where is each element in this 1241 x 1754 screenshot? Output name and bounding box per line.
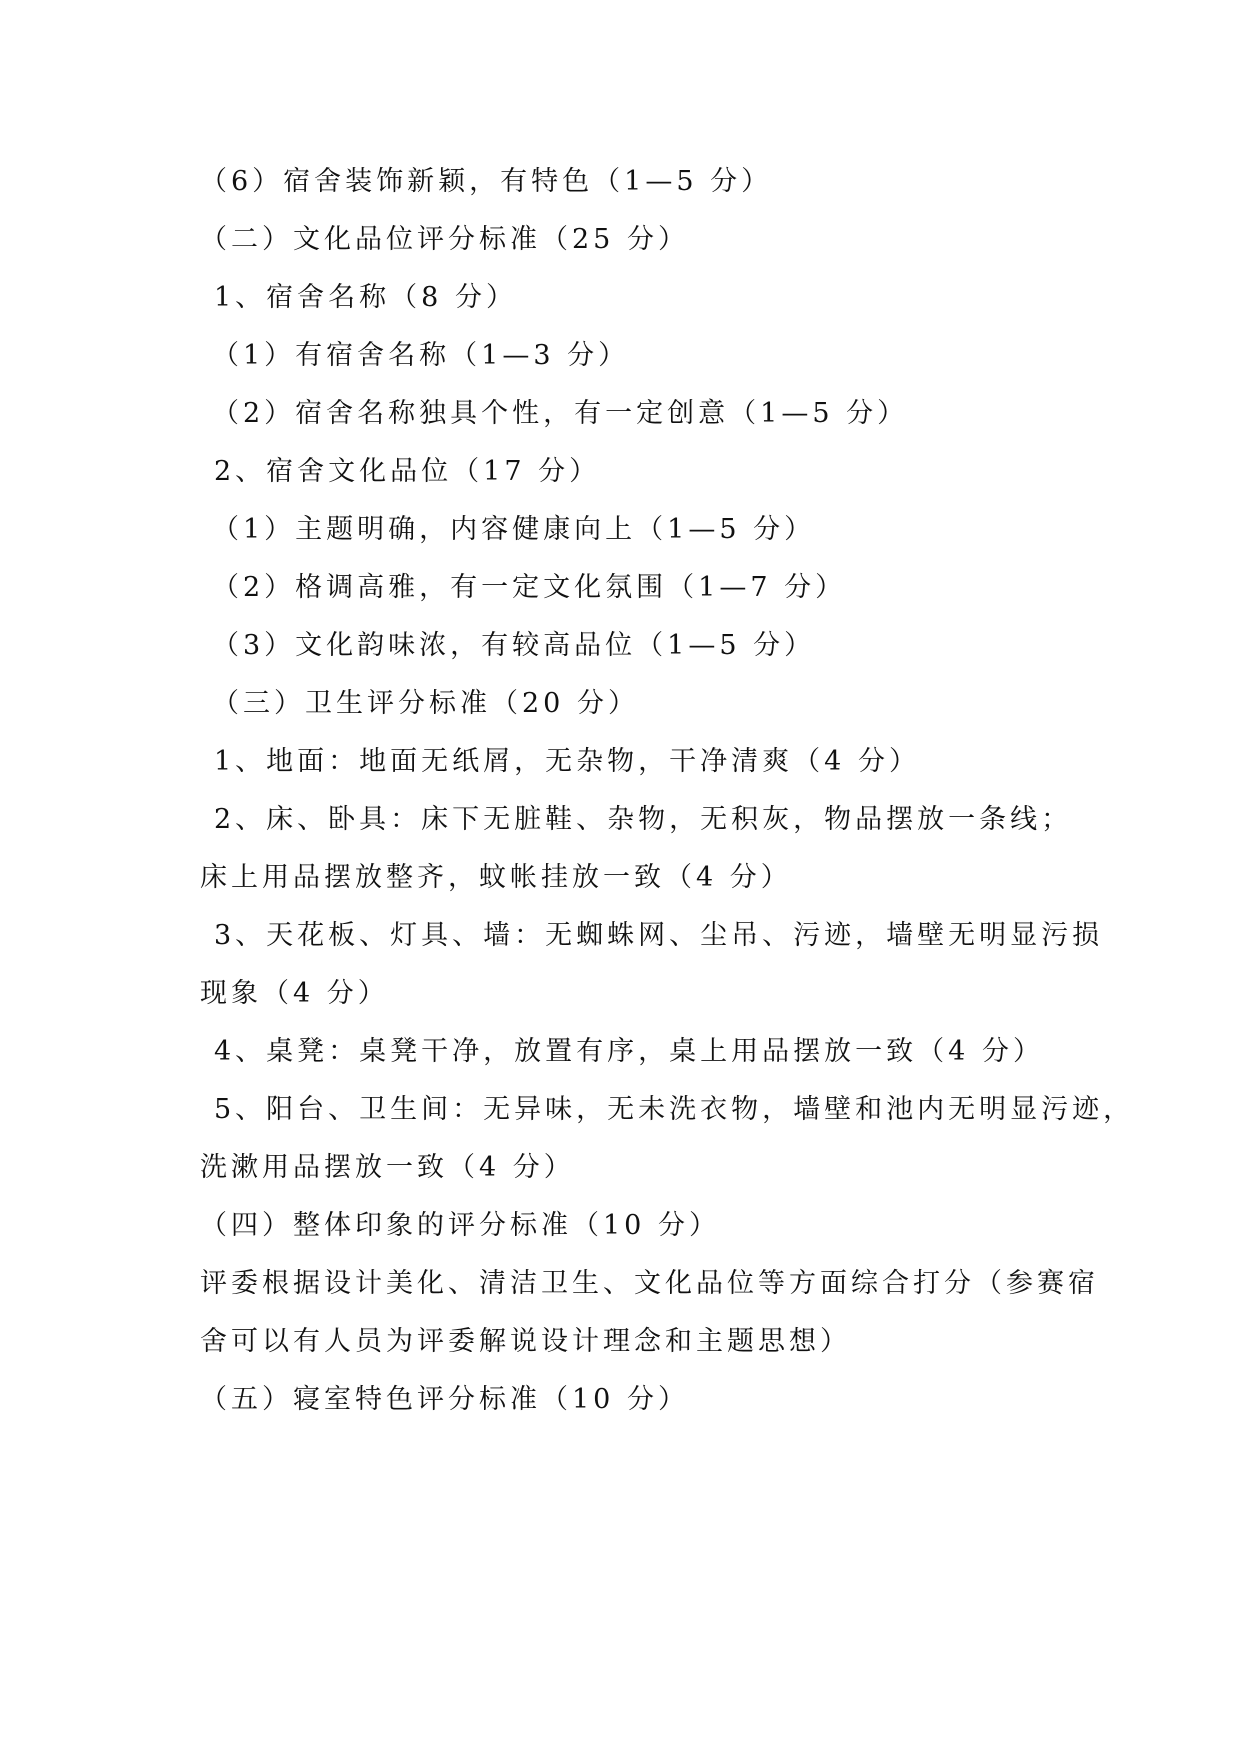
- text-line: （1）主题明确，内容健康向上（1—5 分）: [212, 514, 816, 545]
- text-line: （2）格调高雅，有一定文化氛围（1—7 分）: [212, 572, 847, 603]
- text-line: 舍可以有人员为评委解说设计理念和主题思想）: [200, 1326, 851, 1357]
- text-line: 2、宿舍文化品位（17 分）: [214, 456, 601, 487]
- text-line: （2）宿舍名称独具个性，有一定创意（1—5 分）: [212, 398, 909, 429]
- section-heading: （四）整体印象的评分标准（10 分）: [200, 1210, 720, 1241]
- text-line: 2、床、卧具：床下无脏鞋、杂物，无积灰，物品摆放一条线；: [214, 804, 1073, 835]
- text-line: 1、地面：地面无纸屑，无杂物，干净清爽（4 分）: [214, 746, 920, 777]
- text-line: （1）有宿舍名称（1—3 分）: [212, 340, 630, 371]
- text-line: （3）文化韵味浓，有较高品位（1—5 分）: [212, 630, 816, 661]
- text-line: 3、天花板、灯具、墙：无蜘蛛网、尘吊、污迹，墙壁无明显污损: [214, 920, 1104, 951]
- text-line: 1、宿舍名称（8 分）: [214, 282, 517, 313]
- text-line: 洗漱用品摆放一致（4 分）: [200, 1152, 575, 1183]
- text-line: 4、桌凳：桌凳干净，放置有序，桌上用品摆放一致（4 分）: [214, 1036, 1044, 1067]
- text-line: 5、阳台、卫生间：无异味，无未洗衣物，墙壁和池内无明显污迹，: [214, 1094, 1135, 1125]
- text-line: 评委根据设计美化、清洁卫生、文化品位等方面综合打分（参赛宿: [200, 1268, 1099, 1299]
- section-heading: （二）文化品位评分标准（25 分）: [200, 224, 689, 255]
- section-heading: （三）卫生评分标准（20 分）: [212, 688, 639, 719]
- text-line: 现象（4 分）: [200, 978, 389, 1009]
- text-line: （6）宿舍装饰新颖，有特色（1—5 分）: [200, 166, 773, 197]
- section-heading: （五）寝室特色评分标准（10 分）: [200, 1384, 689, 1415]
- text-line: 床上用品摆放整齐，蚊帐挂放一致（4 分）: [200, 862, 792, 893]
